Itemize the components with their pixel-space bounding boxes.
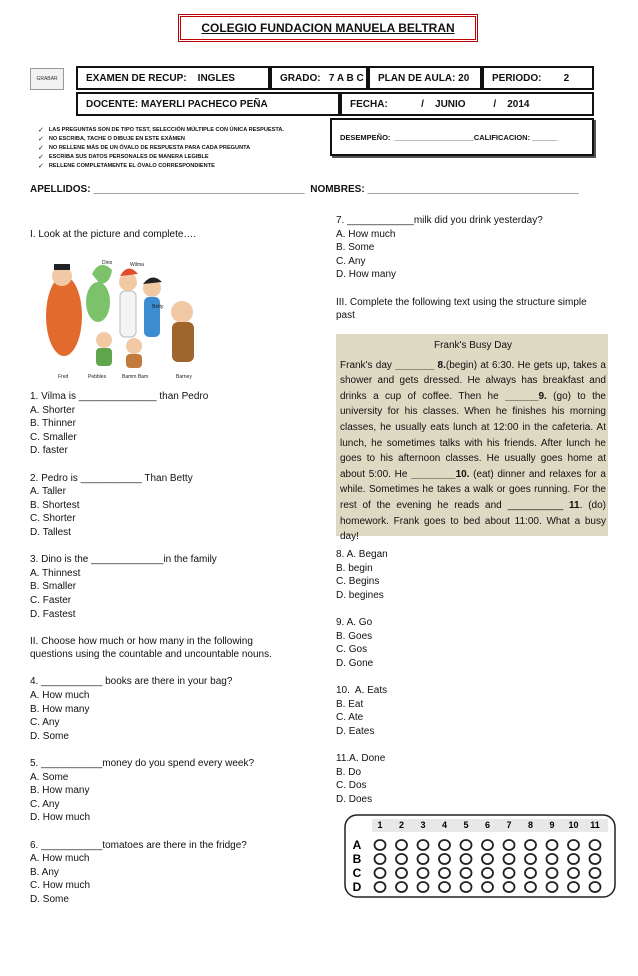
option: C. Ate [336, 712, 364, 724]
answer-column-number: 8 [527, 820, 534, 830]
instruction-item: ✓ ESCRIBA SUS DATOS PERSONALES DE MANERA LEGIBLE [38, 154, 209, 161]
option: A. How much [30, 690, 90, 702]
answer-column-number: 2 [398, 820, 405, 830]
option: D. Fastest [30, 608, 76, 620]
answer-bubble[interactable] [482, 868, 493, 878]
option: B. Eat [336, 698, 364, 710]
checkmark-icon: ✓ [38, 163, 44, 170]
answer-bubble[interactable] [482, 840, 493, 850]
teacher-field: DOCENTE: MAYERLI PACHECO PEÑA [76, 92, 340, 116]
section-2-heading-cont: questions using the countable and uncountable nouns. [30, 649, 272, 661]
answer-bubble[interactable] [590, 854, 601, 864]
blank-10: ________ [411, 468, 456, 480]
question-9: 9. A. Go [336, 616, 373, 628]
option: B. Thinner [30, 418, 76, 430]
option: A. How much [30, 853, 90, 865]
option: D. faster [30, 445, 68, 457]
answer-bubble[interactable] [525, 854, 536, 864]
answer-bubble[interactable] [461, 854, 472, 864]
instruction-item: ✓ NO RELLENE MÁS DE UN ÓVALO DE RESPUESTA PARA CADA PREGUNTA [38, 145, 251, 152]
answer-bubble[interactable] [418, 868, 429, 878]
option: A. Some [30, 771, 69, 783]
option: A. Taller [30, 486, 66, 498]
instruction-item: ✓ LAS PREGUNTAS SON DE TIPO TEST, SELECCIÓN MÚLTIPLE CON ÚNICA RESPUESTA. [38, 127, 284, 134]
blank-9: ______ [505, 390, 539, 402]
option: C. Any [30, 798, 60, 810]
answer-bubble[interactable] [396, 840, 407, 850]
answer-bubble[interactable] [504, 882, 515, 892]
answer-bubble[interactable] [590, 868, 601, 878]
answer-column-number: 11 [590, 820, 600, 830]
answer-bubble[interactable] [375, 854, 386, 864]
answer-bubble[interactable] [525, 882, 536, 892]
option: D. Tallest [30, 526, 71, 538]
answer-bubble[interactable] [568, 882, 579, 892]
answer-bubble[interactable] [504, 868, 515, 878]
option: B. Do [336, 766, 362, 778]
question-11: 11.A. Done [336, 752, 386, 764]
question-7: 7. ____________milk did you drink yesterday? [336, 215, 543, 226]
answer-bubble[interactable] [525, 868, 536, 878]
option: C. Any [336, 255, 366, 267]
question-10: 10. A. Eats [336, 684, 388, 696]
option: C. Gos [336, 644, 368, 656]
answer-column-number: 10 [568, 820, 579, 830]
section-2-heading: II. Choose how much or how many in the following [30, 635, 253, 647]
answer-bubble[interactable] [461, 882, 472, 892]
instructions-list [38, 126, 338, 171]
answer-bubble[interactable] [568, 868, 579, 878]
checkmark-icon: ✓ [38, 127, 44, 134]
answer-sheet [344, 814, 616, 898]
answer-bubble[interactable] [439, 854, 450, 864]
question-11-number: 11 [569, 499, 580, 511]
picture-label: Dino [102, 260, 113, 266]
answer-bubble[interactable] [461, 840, 472, 850]
answer-bubble[interactable] [375, 882, 386, 892]
right-column-bottom [336, 548, 606, 806]
question-6: 6. ___________tomatoes are there in the fridge? [30, 839, 247, 851]
instruction-item: ✓ RELLENE COMPLETAMENTE EL ÓVALO CORRESPONDIENTE [38, 163, 215, 170]
answer-bubble[interactable] [439, 840, 450, 850]
answer-column-number: 5 [463, 820, 469, 830]
section-3-heading: III. Complete the following text using the structure simple [336, 296, 587, 308]
answer-bubble[interactable] [482, 882, 493, 892]
answer-bubble[interactable] [590, 840, 601, 850]
answer-bubble[interactable] [396, 868, 407, 878]
answer-bubble[interactable] [504, 840, 515, 850]
period-field: PERIODO: 2 [482, 66, 594, 90]
option: D. Some [30, 730, 69, 742]
flintstones-picture [30, 254, 212, 382]
option: D. Gone [336, 657, 374, 669]
option: C. Faster [30, 594, 72, 606]
plan-field: PLAN DE AULA: 20 [368, 66, 482, 90]
grabar-button[interactable]: GRABAR [30, 68, 64, 90]
option: A. How much [336, 228, 396, 240]
option: C. Shorter [30, 513, 76, 525]
answer-column-number: 4 [441, 820, 448, 830]
answer-row-letter: C [352, 866, 362, 880]
option: C. Begins [336, 576, 380, 588]
left-column [30, 228, 320, 242]
performance-box: DESEMPEÑO: ___________________CALIFICACION: ______ [330, 118, 594, 156]
checkmark-icon: ✓ [38, 154, 44, 161]
answer-row-letter: B [352, 852, 362, 866]
question-5: 5. ___________money do you spend every week? [30, 758, 255, 770]
option: B. Shortest [30, 499, 80, 511]
story-box [336, 334, 608, 543]
answer-bubble[interactable] [396, 854, 407, 864]
blank-8: _______ [395, 359, 435, 371]
instruction-item: ✓ NO ESCRIBA, TACHE O DIBUJE EN ESTE EXÁMEN [38, 136, 185, 143]
option: D. How many [336, 269, 397, 281]
answer-bubble[interactable] [396, 882, 407, 892]
question-2: 2. Pedro is ___________ Than Betty [30, 472, 193, 484]
right-column-top [336, 214, 616, 323]
option: B. How many [30, 703, 90, 715]
left-questions [30, 390, 330, 907]
answer-column-number: 9 [549, 820, 555, 830]
picture-label: Fred [58, 374, 69, 380]
answer-bubble[interactable] [568, 854, 579, 864]
answer-bubble[interactable] [418, 882, 429, 892]
answer-bubble[interactable] [418, 840, 429, 850]
picture-label: Wilma [130, 262, 144, 268]
story-text: Frank's day _______ 8.(begin) at 6:30. He gets up, takes a shower and gets dressed. He always has breakfast and drinks a cup of coffee. Then he ______9. (go) to the university for his classes. When he finishes his morning classes, he usually eats lunch at 12:00 in the cafeteria. At lunch, he sometimes talks with his friends. After lunch he goes to his afternoon classes. He usually goes home at about 5:00. He ________10. (eat) dinner and relaxes for a while. Sometimes he takes a walk or goes running. For the rest of the evening he reads and __________ 11. (do) homework. Frank goes to bed about 11:00. What a busy day! [340, 359, 607, 543]
answer-row-letter: A [352, 838, 362, 852]
section-3-heading-cont: past [336, 310, 355, 322]
answer-bubble[interactable] [439, 868, 450, 878]
option: C. How much [30, 880, 91, 892]
exam-subject-field: EXAMEN DE RECUP: INGLES [76, 66, 270, 90]
answer-bubble[interactable] [547, 840, 558, 850]
checkmark-icon: ✓ [38, 145, 44, 152]
school-title: COLEGIO FUNDACION MANUELA BELTRAN [178, 14, 478, 42]
answer-bubble[interactable] [482, 854, 493, 864]
student-name-line: APELLIDOS: ______________________________________ NOMBRES: ______________________________________ [30, 184, 579, 195]
story-title: Frank's Busy Day [433, 340, 513, 351]
option: D. Does [336, 793, 373, 805]
option: B. Smaller [30, 581, 77, 593]
question-3: 3. Dino is the _____________in the family [30, 554, 217, 566]
answer-bubble[interactable] [375, 840, 386, 850]
option: B. Goes [336, 630, 373, 642]
answer-bubble[interactable] [525, 840, 536, 850]
option: D. Some [30, 893, 69, 905]
picture-label: Barney [176, 374, 192, 380]
picture-label: Bamm Bam [122, 374, 149, 380]
answer-bubble[interactable] [375, 868, 386, 878]
question-8-number: 8. [434, 359, 446, 371]
date-field: FECHA: / JUNIO / 2014 [340, 92, 594, 116]
answer-column-number: 3 [420, 820, 426, 830]
option: C. Any [30, 717, 60, 729]
answer-bubble[interactable] [590, 882, 601, 892]
picture-label: Pebbles [88, 374, 107, 380]
answer-bubble[interactable] [547, 854, 558, 864]
option: C. Smaller [30, 431, 77, 443]
answer-row-letter: D [352, 880, 362, 894]
answer-bubble[interactable] [504, 854, 515, 864]
option: A. Thinnest [30, 567, 81, 579]
answer-bubble[interactable] [547, 882, 558, 892]
answer-bubble[interactable] [568, 840, 579, 850]
option: D. begines [336, 589, 384, 601]
option: A. Shorter [30, 404, 76, 416]
question-8: 8. A. Began [336, 549, 388, 560]
checkmark-icon: ✓ [38, 136, 44, 143]
answer-bubble[interactable] [418, 854, 429, 864]
option: B. begin [336, 562, 373, 574]
answer-column-number: 1 [377, 820, 383, 830]
question-1: 1. Vilma is ______________ than Pedro [30, 391, 209, 402]
question-9-number: 9. [538, 390, 547, 402]
option: B. Any [30, 866, 59, 878]
answer-column-number: 6 [484, 820, 491, 830]
answer-bubble[interactable] [547, 868, 558, 878]
grade-field: GRADO: 7 A B C [270, 66, 368, 90]
question-4: 4. ___________ books are there in your bag? [30, 676, 233, 688]
section-1-heading: I. Look at the picture and complete…. [30, 229, 197, 240]
answer-column-number: 7 [506, 820, 512, 830]
option: B. How many [30, 785, 90, 797]
option: C. Dos [336, 780, 367, 792]
answer-bubble[interactable] [461, 868, 472, 878]
option: B. Some [336, 242, 375, 254]
option: D. How much [30, 812, 91, 824]
picture-label: Betty [152, 304, 164, 310]
question-10-number: 10. [455, 468, 470, 480]
answer-bubble[interactable] [439, 882, 450, 892]
option: D. Eates [336, 725, 375, 737]
